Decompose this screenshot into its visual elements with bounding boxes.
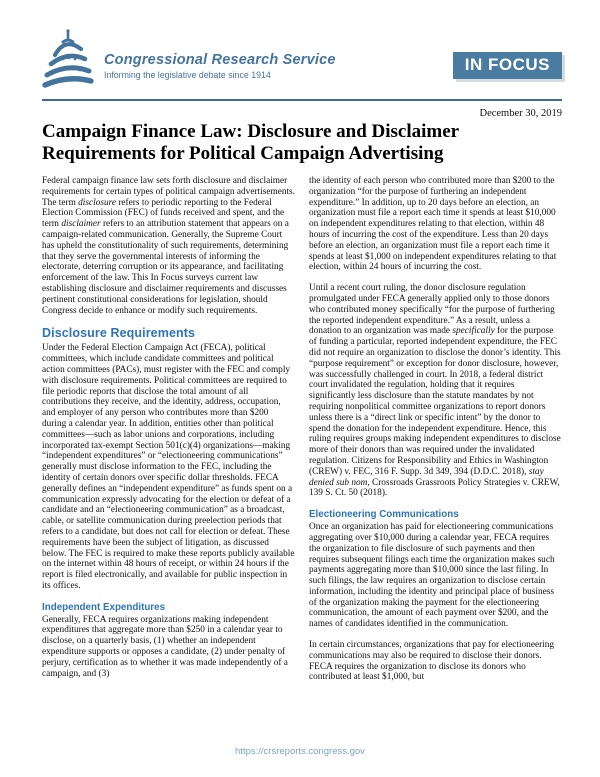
paragraph-ie-reporting-thresholds: the identity of each person who contributed more than $200 to the organization “for the purpose of furthering an independent expenditure.” In addition, up to 20 days before an election, an organization must file a report each time it spends at least $10,000 on independent expenditures relating to that election, within 48 hours of incurring the cost of the expenditure. Less than 20 days before an election, an organization must file a report each time it spends at least $1,000 on independent expenditures relating to that election, within 24 hours of incurring the cost. [309,176,557,273]
subsection-heading-independent-expenditures: Independent Expenditures [42,601,166,613]
crs-logo [42,28,336,90]
paragraph-intro: Federal campaign finance law sets forth disclosure and disclaimer requirements for certain types of political campaign advertisements. The term disclosure refers to periodic reporting to the Federal Election Commission (FEC) of funds received and spent, and the term disclaimer refers to an attribution statement that appears on a campaign-related communication. Generally, the Supreme Court has upheld the constitutionality of such requirements, determining that they serve the governmental interests of informing the electorate, deterring corruption or its appearance, and facilitating enforcement of the law. This In Focus surveys current law establishing disclosure and disclaimer requirements and discusses pertinent constitutional considerations for legislation, should Congress decide to enhance or modify such requirements. [42,176,295,316]
paragraph-independent-expenditures: Generally, FECA requires organizations making independent expenditures that aggregate more than $250 in a calendar year to disclose, on a quarterly basis, (1) whether an independent expenditure supports or opposes a candidate, (2) under penalty of perjury, certification as to whether it was made independently of a campaign, and (3) [42,614,288,679]
capitol-dome-icon [42,28,94,90]
right-column [309,176,562,693]
page-footer [0,741,600,759]
brand-name: Congressional Research Service [104,52,336,68]
header-divider [42,99,562,101]
in-focus-badge: IN FOCUS [453,52,562,79]
paragraph-electioneering-filings: Once an organization has paid for electioneering communications aggregating over $10,000 during a calendar year, FECA requires the organization to file disclosure of such payments and then requires subsequent filings each time the organization makes such payments aggregating more than $10,000 since the last filing. In such filings, the law requires an organization to disclose certain information, including the identity and principal place of business of the organization making the payment for the electioneering communication, the amount of each payment over $200, and the names of candidates identified in the communication. [309,522,555,630]
paragraph-feca-overview: Under the Federal Election Campaign Act (FECA), political committees, which include candidate committees and political action committees (PACs), must register with the FEC and comply with disclosure requirements. Political committees are required to file periodic reports that disclose the total amount of all contributions they receive, and the identity, address, occupation, and employer of any person who contributes more than $200 during a calendar year. In addition, entities other than political committees—such as labor unions and corporations, including incorporated tax-exempt Section 501(c)(4) organizations—making “independent expenditures” or “electioneering communications” generally must disclose information to the FEC, including the identity of certain donors over specific dollar thresholds. FECA generally defines an “independent expenditure” as funds spent on a communication expressly advocating for the election or defeat of a candidate and an “electioneering communication” as a broadcast, cable, or satellite communication during preelection periods that refers to a candidate, but does not call for election or defeat. These requirements have been the subject of litigation, as discussed below. The FEC is required to make these reports publicly available on the internet within 48 hours of receipt, or within 24 hours if the report is filed electronically, and available for public inspection in its offices. [42,343,295,591]
crs-reports-link[interactable]: https://crsreports.congress.gov [235,746,365,757]
left-column [42,176,295,693]
brand-block [104,52,336,80]
section-heading-disclosure-requirements: Disclosure Requirements [42,326,196,341]
paragraph-donor-disclosure-ruling: Until a recent court ruling, the donor disclosure regulation promulgated under FECA generally applied only to those donors who contributed money specifically “for the purpose of furthering the reported independent expenditure.” As a result, unless a donation to an organization was made specifically for the purpose of funding a particular, reported independent expenditure, the FEC did not require an organization to disclose the donor’s identity. This “purpose requirement” or exception for donor disclosure, however, was successfully challenged in court. In 2018, a federal district court invalidated the regulation, holding that it requires significantly less disclosure than the statute mandates by not requiring nonpolitical committee organizations to report donors unless there is a “direct link or specific intent” by the donor to spend the donation for the independent expenditure. Hence, this ruling requires groups making independent expenditures to disclose more of their donors than was required under the invalidated regulation. Citizens for Responsibility and Ethics in Washington (CREW) v. FEC, 316 F. Supp. 3d 349, 394 (D.D.C. 2018), stay denied sub nom, Crossroads Grassroots Policy Strategies v. CREW, 139 S. Ct. 50 (2018). [309,283,561,499]
brand-tagline: Informing the legislative debate since 1914 [104,70,271,80]
subsection-heading-electioneering-communications: Electioneering Communications [309,509,459,521]
header [42,28,562,90]
document-title: Campaign Finance Law: Disclosure and Disclaimer Requirements for Political Campaign Advertising [42,121,459,164]
document-date: December 30, 2019 [479,108,562,119]
document-body [42,176,562,693]
paragraph-electioneering-donors: In certain circumstances, organizations that pay for electioneering communications may also be required to disclose their donors. FECA requires the organization to disclose its donors who contributed at least $1,000, but [309,640,555,683]
